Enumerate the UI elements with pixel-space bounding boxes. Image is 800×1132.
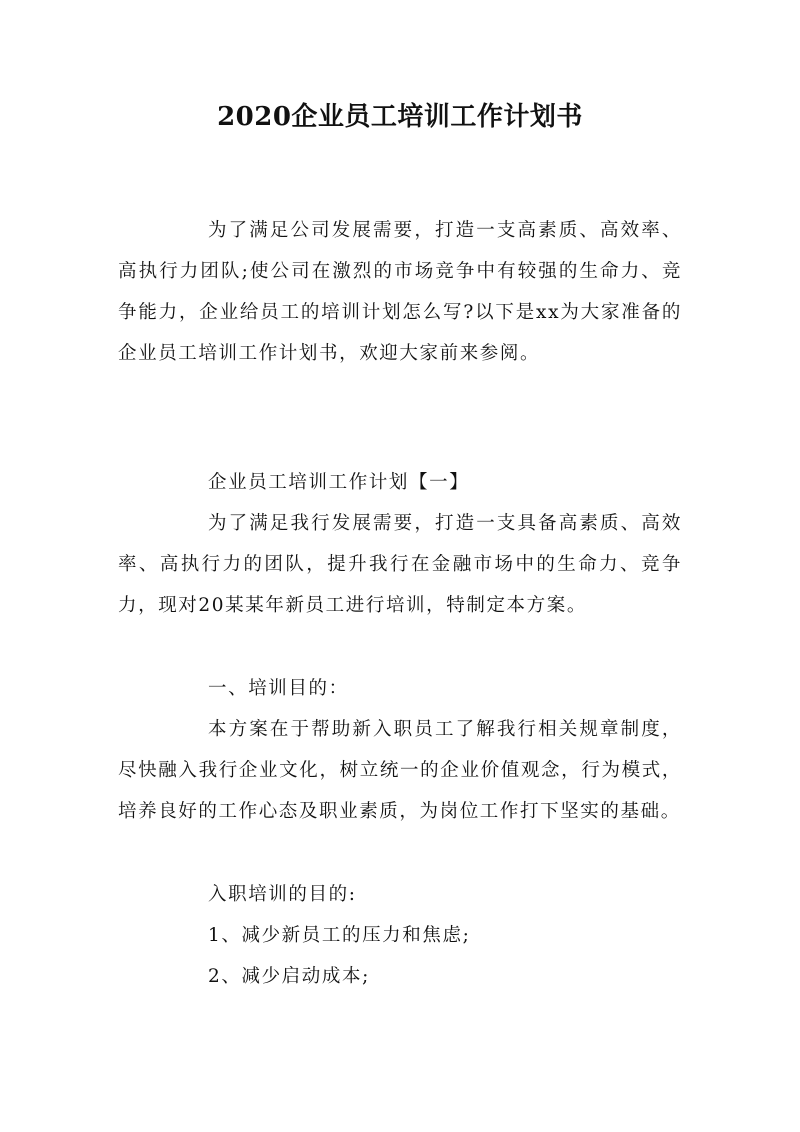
goal-paragraph: 本方案在于帮助新入职员工了解我行相关规章制度，尽快融入我行企业文化，树立统一的企业价值观念，行为模式，培养良好的工作心态及职业素质，为岗位工作打下坚实的基础。: [118, 719, 682, 822]
intro-paragraph: 为了满足公司发展需要，打造一支高素质、高效率、高执行力团队;使公司在激烈的市场竞争中有较强的生命力、竞争能力，企业给员工的培训计划怎么写?以下是xx为大家准备的企业员工培训工作计划书，欢迎大家前来参阅。: [118, 220, 682, 364]
section-heading: 企业员工培训工作计划【一】: [208, 472, 470, 493]
list-item: 1、减少新员工的压力和焦虑;: [208, 925, 471, 946]
onboarding-heading: 入职培训的目的:: [208, 884, 357, 905]
list-item: 2、减少启动成本;: [208, 966, 370, 987]
section-paragraph: 为了满足我行发展需要，打造一支具备高素质、高效率、高执行力的团队，提升我行在金融市场中的生命力、竞争力，现对20某某年新员工进行培训，特制定本方案。: [118, 513, 682, 616]
document-title: 2020企业员工培训工作计划书: [217, 102, 583, 132]
goal-heading: 一、培训目的：: [208, 678, 349, 699]
